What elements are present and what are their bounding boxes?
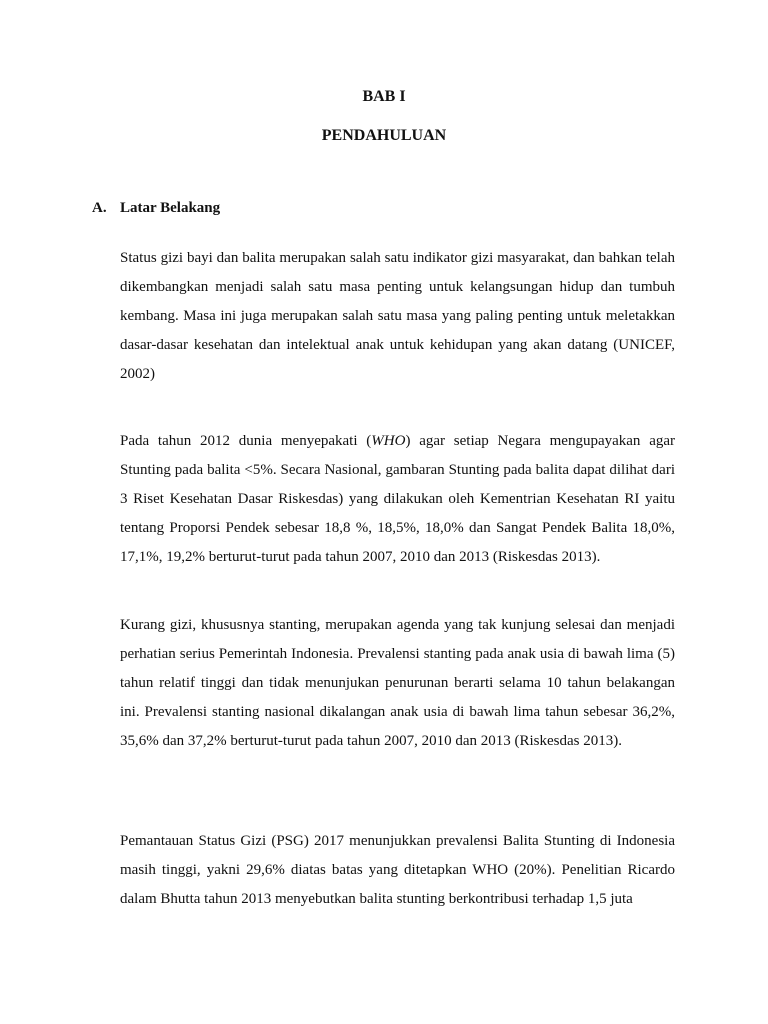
paragraph-4: Pemantauan Status Gizi (PSG) 2017 menunjukkan prevalensi Balita Stunting di Indonesia masih tinggi, yakni 29,6% diatas batas yang ditetapkan WHO (20%). Penelitian Ricardo dalam Bhutta tahun 2013 menyebutkan balita stunting berkontribusi terhadap 1,5 juta bbox=[120, 833, 675, 907]
paragraph-2-after: ) agar setiap Negara mengupayakan agar Stunting pada balita <5%. Secara Nasional, gambaran Stunting pada balita dapat dilihat dari 3 Riset Kesehatan Dasar Riskesdas) yang dilakukan oleh Kementrian Kesehatan RI yaitu tentang Proporsi Pendek sebesar 18,8 %, 18,5%, 18,0% dan Sangat Pendek Balita 18,0%, 17,1%, 19,2% berturut-turut pada tahun 2007, 2010 dan 2013 (Riskesdas 2013). bbox=[120, 433, 676, 565]
chapter-title: PENDAHULUAN bbox=[321, 127, 447, 144]
section-heading bbox=[92, 200, 220, 217]
section-title: Latar Belakang bbox=[120, 200, 221, 216]
who-italic: WHO bbox=[371, 433, 406, 449]
paragraph-2-before: Pada tahun 2012 dunia menyepakati ( bbox=[120, 433, 372, 449]
section-marker: A. bbox=[92, 200, 107, 216]
paragraph-3: Kurang gizi, khususnya stanting, merupakan agenda yang tak kunjung selesai dan menjadi perhatian serius Pemerintah Indonesia. Prevalensi stanting pada anak usia di bawah lima (5) tahun relatif tinggi dan tidak menunjukan penurunan berarti selama 10 tahun belakangan ini. Prevalensi stanting nasional dikalangan anak usia di bawah lima tahun sebesar 36,2%, 35,6% dan 37,2% berturut-turut pada tahun 2007, 2010 dan 2013 (Riskesdas 2013). bbox=[120, 617, 675, 749]
chapter-number: BAB I bbox=[362, 88, 406, 105]
paragraph-1: Status gizi bayi dan balita merupakan salah satu indikator gizi masyarakat, dan bahkan telah dikembangkan menjadi salah satu masa penting untuk kelangsungan hidup dan tumbuh kembang. Masa ini juga merupakan salah satu masa yang paling penting untuk meletakkan dasar-dasar kesehatan dan intelektual anak untuk kehidupan yang akan datang (UNICEF, 2002) bbox=[120, 250, 675, 382]
paragraph-2 bbox=[120, 427, 675, 572]
